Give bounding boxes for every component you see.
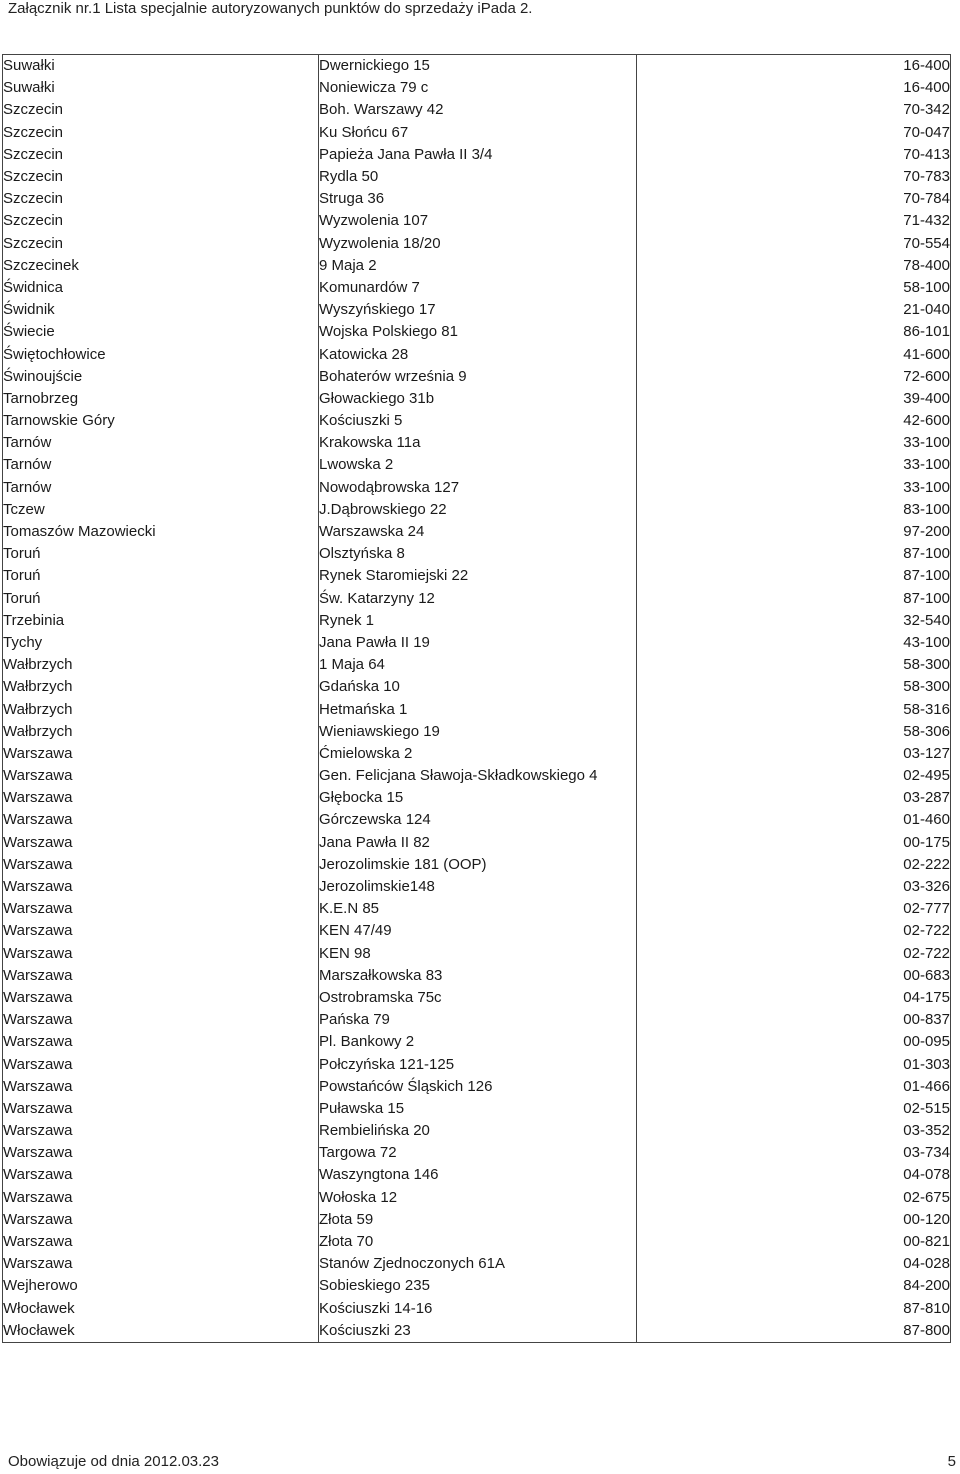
table-row	[3, 521, 951, 543]
city-cell: Wałbrzych	[3, 698, 319, 720]
city-cell: Warszawa	[3, 1209, 319, 1231]
city-cell: Świnoujście	[3, 366, 319, 388]
zip-cell: 16-400	[637, 77, 951, 99]
zip-cell: 04-028	[637, 1253, 951, 1275]
addr-cell: Warszawska 24	[319, 521, 637, 543]
city-cell: Wałbrzych	[3, 654, 319, 676]
addr-cell: Olsztyńska 8	[319, 543, 637, 565]
city-cell: Świdnik	[3, 299, 319, 321]
addr-cell: Jerozolimskie 181 (OOP)	[319, 854, 637, 876]
city-cell: Szczecin	[3, 188, 319, 210]
zip-cell: 02-515	[637, 1098, 951, 1120]
addr-cell: Targowa 72	[319, 1142, 637, 1164]
city-cell: Warszawa	[3, 1164, 319, 1186]
city-cell: Świętochłowice	[3, 343, 319, 365]
zip-cell: 70-784	[637, 188, 951, 210]
city-cell: Warszawa	[3, 965, 319, 987]
zip-cell: 87-100	[637, 543, 951, 565]
zip-cell: 02-722	[637, 920, 951, 942]
table-row	[3, 632, 951, 654]
zip-cell: 86-101	[637, 321, 951, 343]
city-cell: Tczew	[3, 499, 319, 521]
zip-cell: 00-095	[637, 1031, 951, 1053]
city-cell: Warszawa	[3, 1098, 319, 1120]
page-title: Załącznik nr.1 Lista specjalnie autoryzowanych punktów do sprzedaży iPada 2.	[8, 0, 533, 17]
table-row	[3, 233, 951, 255]
addr-cell: Struga 36	[319, 188, 637, 210]
table-row	[3, 299, 951, 321]
zip-cell: 58-316	[637, 698, 951, 720]
table-row	[3, 1231, 951, 1253]
zip-cell: 01-303	[637, 1053, 951, 1075]
table-row	[3, 743, 951, 765]
zip-cell: 02-777	[637, 898, 951, 920]
table-row	[3, 122, 951, 144]
zip-cell: 58-100	[637, 277, 951, 299]
addr-cell: Pl. Bankowy 2	[319, 1031, 637, 1053]
addr-cell: Rydla 50	[319, 166, 637, 188]
table-row	[3, 188, 951, 210]
city-cell: Wałbrzych	[3, 721, 319, 743]
zip-cell: 87-810	[637, 1298, 951, 1320]
table-row	[3, 854, 951, 876]
zip-cell: 39-400	[637, 388, 951, 410]
addr-cell: Rembielińska 20	[319, 1120, 637, 1142]
addr-cell: Kościuszki 14-16	[319, 1298, 637, 1320]
addr-cell: Pańska 79	[319, 1009, 637, 1031]
city-cell: Trzebinia	[3, 610, 319, 632]
table-row	[3, 787, 951, 809]
city-cell: Szczecinek	[3, 255, 319, 277]
zip-cell: 97-200	[637, 521, 951, 543]
zip-cell: 84-200	[637, 1275, 951, 1297]
city-cell: Świdnica	[3, 277, 319, 299]
city-cell: Warszawa	[3, 1120, 319, 1142]
addr-cell: Ćmielowska 2	[319, 743, 637, 765]
zip-cell: 01-466	[637, 1076, 951, 1098]
addr-cell: Wyzwolenia 107	[319, 210, 637, 232]
table-row	[3, 898, 951, 920]
table-row	[3, 144, 951, 166]
table-row	[3, 721, 951, 743]
table-row	[3, 1120, 951, 1142]
addr-cell: Komunardów 7	[319, 277, 637, 299]
zip-cell: 00-821	[637, 1231, 951, 1253]
table-row	[3, 343, 951, 365]
city-cell: Tarnobrzeg	[3, 388, 319, 410]
table-row	[3, 698, 951, 720]
addr-cell: Boh. Warszawy 42	[319, 99, 637, 121]
table-row	[3, 676, 951, 698]
city-cell: Warszawa	[3, 743, 319, 765]
city-cell: Szczecin	[3, 233, 319, 255]
zip-cell: 87-100	[637, 565, 951, 587]
addr-cell: Rynek Staromiejski 22	[319, 565, 637, 587]
city-cell: Warszawa	[3, 1009, 319, 1031]
zip-cell: 87-100	[637, 588, 951, 610]
zip-cell: 02-675	[637, 1187, 951, 1209]
zip-cell: 32-540	[637, 610, 951, 632]
table-row	[3, 987, 951, 1009]
table-row	[3, 55, 951, 78]
table-row	[3, 410, 951, 432]
addr-cell: Dwernickiego 15	[319, 55, 637, 78]
zip-cell: 83-100	[637, 499, 951, 521]
zip-cell: 41-600	[637, 343, 951, 365]
addr-cell: 9 Maja 2	[319, 255, 637, 277]
addr-cell: Wołoska 12	[319, 1187, 637, 1209]
city-cell: Warszawa	[3, 1076, 319, 1098]
city-cell: Warszawa	[3, 1142, 319, 1164]
outlet-table	[2, 54, 951, 1343]
zip-cell: 70-413	[637, 144, 951, 166]
zip-cell: 33-100	[637, 454, 951, 476]
city-cell: Szczecin	[3, 144, 319, 166]
zip-cell: 00-175	[637, 832, 951, 854]
zip-cell: 02-722	[637, 943, 951, 965]
addr-cell: Rynek 1	[319, 610, 637, 632]
addr-cell: KEN 98	[319, 943, 637, 965]
addr-cell: J.Dąbrowskiego 22	[319, 499, 637, 521]
zip-cell: 43-100	[637, 632, 951, 654]
city-cell: Suwałki	[3, 55, 319, 78]
table-row	[3, 943, 951, 965]
table-row	[3, 210, 951, 232]
table-row	[3, 277, 951, 299]
addr-cell: 1 Maja 64	[319, 654, 637, 676]
addr-cell: Puławska 15	[319, 1098, 637, 1120]
addr-cell: Ku Słońcu 67	[319, 122, 637, 144]
addr-cell: Gen. Felicjana Sławoja-Składkowskiego 4	[319, 765, 637, 787]
addr-cell: Wyszyńskiego 17	[319, 299, 637, 321]
addr-cell: Noniewicza 79 c	[319, 77, 637, 99]
table-row	[3, 1142, 951, 1164]
city-cell: Szczecin	[3, 122, 319, 144]
city-cell: Warszawa	[3, 832, 319, 854]
table-row	[3, 77, 951, 99]
table-row	[3, 610, 951, 632]
table-row	[3, 832, 951, 854]
city-cell: Włocławek	[3, 1298, 319, 1320]
zip-cell: 70-342	[637, 99, 951, 121]
city-cell: Tarnów	[3, 454, 319, 476]
city-cell: Warszawa	[3, 765, 319, 787]
table-row	[3, 1320, 951, 1343]
city-cell: Warszawa	[3, 1253, 319, 1275]
table-row	[3, 1275, 951, 1297]
page-number: 5	[947, 1453, 956, 1470]
city-cell: Wejherowo	[3, 1275, 319, 1297]
city-cell: Szczecin	[3, 166, 319, 188]
zip-cell: 16-400	[637, 55, 951, 78]
outlet-table-body	[3, 55, 951, 1343]
city-cell: Tarnowskie Góry	[3, 410, 319, 432]
table-row	[3, 765, 951, 787]
zip-cell: 33-100	[637, 432, 951, 454]
zip-cell: 58-300	[637, 676, 951, 698]
city-cell: Warszawa	[3, 1231, 319, 1253]
zip-cell: 02-495	[637, 765, 951, 787]
addr-cell: KEN 47/49	[319, 920, 637, 942]
table-row	[3, 1253, 951, 1275]
city-cell: Świecie	[3, 321, 319, 343]
zip-cell: 00-837	[637, 1009, 951, 1031]
addr-cell: Wojska Polskiego 81	[319, 321, 637, 343]
addr-cell: Krakowska 11a	[319, 432, 637, 454]
city-cell: Warszawa	[3, 898, 319, 920]
zip-cell: 03-734	[637, 1142, 951, 1164]
addr-cell: Głowackiego 31b	[319, 388, 637, 410]
table-row	[3, 654, 951, 676]
addr-cell: Sobieskiego 235	[319, 1275, 637, 1297]
table-row	[3, 809, 951, 831]
table-row	[3, 588, 951, 610]
table-row	[3, 1298, 951, 1320]
zip-cell: 01-460	[637, 809, 951, 831]
city-cell: Warszawa	[3, 920, 319, 942]
effective-date: Obowiązuje od dnia 2012.03.23	[8, 1453, 219, 1470]
city-cell: Tychy	[3, 632, 319, 654]
addr-cell: Złota 70	[319, 1231, 637, 1253]
table-row	[3, 876, 951, 898]
zip-cell: 70-047	[637, 122, 951, 144]
city-cell: Warszawa	[3, 1187, 319, 1209]
zip-cell: 72-600	[637, 366, 951, 388]
table-row	[3, 543, 951, 565]
addr-cell: Papieża Jana Pawła II 3/4	[319, 144, 637, 166]
city-cell: Warszawa	[3, 809, 319, 831]
city-cell: Szczecin	[3, 99, 319, 121]
zip-cell: 21-040	[637, 299, 951, 321]
city-cell: Tarnów	[3, 477, 319, 499]
city-cell: Toruń	[3, 543, 319, 565]
zip-cell: 42-600	[637, 410, 951, 432]
addr-cell: Hetmańska 1	[319, 698, 637, 720]
table-row	[3, 1098, 951, 1120]
zip-cell: 71-432	[637, 210, 951, 232]
table-row	[3, 255, 951, 277]
outlet-table-container	[2, 54, 950, 1343]
table-row	[3, 1009, 951, 1031]
table-row	[3, 454, 951, 476]
table-row	[3, 477, 951, 499]
addr-cell: Jana Pawła II 19	[319, 632, 637, 654]
zip-cell: 04-175	[637, 987, 951, 1009]
table-row	[3, 1053, 951, 1075]
addr-cell: Jana Pawła II 82	[319, 832, 637, 854]
zip-cell: 70-783	[637, 166, 951, 188]
zip-cell: 03-127	[637, 743, 951, 765]
zip-cell: 03-326	[637, 876, 951, 898]
zip-cell: 04-078	[637, 1164, 951, 1186]
addr-cell: Wieniawskiego 19	[319, 721, 637, 743]
table-row	[3, 1187, 951, 1209]
city-cell: Szczecin	[3, 210, 319, 232]
addr-cell: Bohaterów września 9	[319, 366, 637, 388]
addr-cell: Lwowska 2	[319, 454, 637, 476]
addr-cell: Powstańców Śląskich 126	[319, 1076, 637, 1098]
zip-cell: 33-100	[637, 477, 951, 499]
addr-cell: Nowodąbrowska 127	[319, 477, 637, 499]
city-cell: Warszawa	[3, 987, 319, 1009]
table-row	[3, 321, 951, 343]
addr-cell: Połczyńska 121-125	[319, 1053, 637, 1075]
city-cell: Włocławek	[3, 1320, 319, 1343]
addr-cell: Kościuszki 23	[319, 1320, 637, 1343]
addr-cell: K.E.N 85	[319, 898, 637, 920]
table-row	[3, 1031, 951, 1053]
table-row	[3, 366, 951, 388]
table-row	[3, 432, 951, 454]
zip-cell: 03-287	[637, 787, 951, 809]
city-cell: Warszawa	[3, 943, 319, 965]
zip-cell: 02-222	[637, 854, 951, 876]
zip-cell: 58-300	[637, 654, 951, 676]
zip-cell: 87-800	[637, 1320, 951, 1343]
zip-cell: 03-352	[637, 1120, 951, 1142]
table-row	[3, 565, 951, 587]
table-row	[3, 920, 951, 942]
addr-cell: Jerozolimskie148	[319, 876, 637, 898]
city-cell: Tomaszów Mazowiecki	[3, 521, 319, 543]
city-cell: Warszawa	[3, 1053, 319, 1075]
table-row	[3, 388, 951, 410]
zip-cell: 70-554	[637, 233, 951, 255]
addr-cell: Kościuszki 5	[319, 410, 637, 432]
city-cell: Warszawa	[3, 1031, 319, 1053]
addr-cell: Św. Katarzyny 12	[319, 588, 637, 610]
city-cell: Suwałki	[3, 77, 319, 99]
addr-cell: Marszałkowska 83	[319, 965, 637, 987]
addr-cell: Wyzwolenia 18/20	[319, 233, 637, 255]
city-cell: Tarnów	[3, 432, 319, 454]
zip-cell: 58-306	[637, 721, 951, 743]
city-cell: Warszawa	[3, 876, 319, 898]
addr-cell: Katowicka 28	[319, 343, 637, 365]
addr-cell: Górczewska 124	[319, 809, 637, 831]
table-row	[3, 499, 951, 521]
city-cell: Wałbrzych	[3, 676, 319, 698]
addr-cell: Gdańska 10	[319, 676, 637, 698]
addr-cell: Waszyngtona 146	[319, 1164, 637, 1186]
city-cell: Warszawa	[3, 787, 319, 809]
table-row	[3, 99, 951, 121]
addr-cell: Ostrobramska 75c	[319, 987, 637, 1009]
table-row	[3, 166, 951, 188]
addr-cell: Złota 59	[319, 1209, 637, 1231]
zip-cell: 78-400	[637, 255, 951, 277]
zip-cell: 00-683	[637, 965, 951, 987]
city-cell: Warszawa	[3, 854, 319, 876]
city-cell: Toruń	[3, 565, 319, 587]
addr-cell: Stanów Zjednoczonych 61A	[319, 1253, 637, 1275]
table-row	[3, 965, 951, 987]
city-cell: Toruń	[3, 588, 319, 610]
table-row	[3, 1076, 951, 1098]
addr-cell: Głębocka 15	[319, 787, 637, 809]
zip-cell: 00-120	[637, 1209, 951, 1231]
table-row	[3, 1164, 951, 1186]
table-row	[3, 1209, 951, 1231]
